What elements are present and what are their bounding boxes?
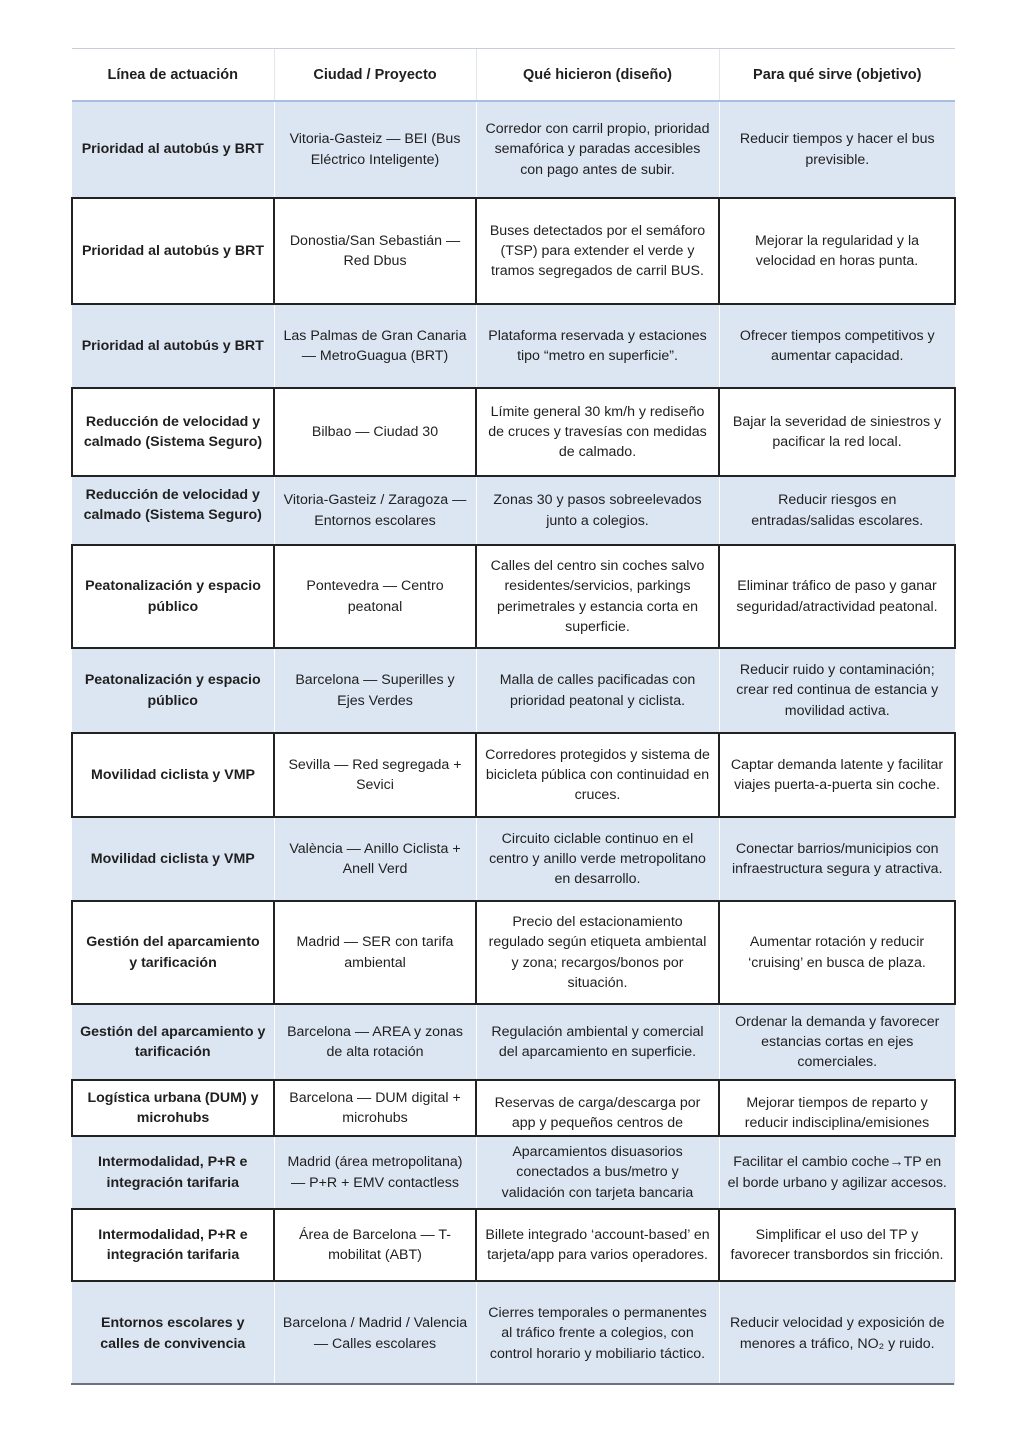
cell-objetivo: Bajar la severidad de siniestros y pacificar la red local. — [719, 388, 955, 476]
cell-ciudad: Vitoria-Gasteiz — BEI (Bus Eléctrico Inteligente) — [274, 101, 476, 198]
table-row — [72, 648, 955, 733]
cell-ciudad: Bilbao — Ciudad 30 — [274, 388, 476, 476]
cell-objetivo: Ordenar la demanda y favorecer estancias cortas en ejes comerciales. — [719, 1004, 955, 1080]
table-row — [72, 1281, 955, 1385]
cell-diseno — [476, 1080, 719, 1136]
cell-ciudad: Área de Barcelona — T-mobilitat (ABT) — [274, 1209, 476, 1281]
cell-ciudad: Pontevedra — Centro peatonal — [274, 545, 476, 648]
cell-diseno: Cierres temporales o permanentes al tráfico frente a colegios, con control horario y mobiliario táctico. — [476, 1281, 719, 1385]
cell-ciudad: Madrid (área metropolitana) — P+R + EMV contactless — [274, 1136, 476, 1209]
cell-objetivo: Reducir tiempos y hacer el bus previsible. — [719, 101, 955, 198]
cell-linea: Prioridad al autobús y BRT — [72, 198, 274, 304]
table-row — [72, 817, 955, 901]
cell-diseno: Corredores protegidos y sistema de bicicleta pública con continuidad en cruces. — [476, 733, 719, 817]
cell-objetivo: Ofrecer tiempos competitivos y aumentar capacidad. — [719, 304, 955, 388]
cell-diseno-text: Reservas de carga/descarga por app y pequeños centros de — [494, 1094, 701, 1131]
cell-diseno: Precio del estacionamiento regulado según etiqueta ambiental y zona; recargos/bonos por situación. — [476, 901, 719, 1004]
table-row — [72, 545, 955, 648]
comparison-table-container — [71, 48, 954, 1385]
cell-linea: Prioridad al autobús y BRT — [72, 101, 274, 198]
cell-ciudad: Barcelona — Superilles y Ejes Verdes — [274, 648, 476, 733]
cell-linea: Gestión del aparcamiento y tarificación — [72, 1004, 274, 1080]
cell-objetivo: Conectar barrios/municipios con infraestructura segura y atractiva. — [719, 817, 955, 901]
cell-ciudad: Barcelona — AREA y zonas de alta rotación — [274, 1004, 476, 1080]
table-header-row — [72, 49, 955, 102]
cell-ciudad: Barcelona / Madrid / Valencia — Calles escolares — [274, 1281, 476, 1385]
table-row — [72, 733, 955, 817]
cell-objetivo: Facilitar el cambio coche→TP en el borde urbano y agilizar accesos. — [719, 1136, 955, 1209]
cell-objetivo: Eliminar tráfico de paso y ganar seguridad/atractividad peatonal. — [719, 545, 955, 648]
cell-ciudad: Madrid — SER con tarifa ambiental — [274, 901, 476, 1004]
table-row — [72, 1136, 955, 1209]
header-objetivo: Para qué sirve (objetivo) — [719, 49, 955, 102]
cell-diseno: Buses detectados por el semáforo (TSP) para extender el verde y tramos segregados de carril BUS. — [476, 198, 719, 304]
cell-objetivo: Simplificar el uso del TP y favorecer transbordos sin fricción. — [719, 1209, 955, 1281]
header-ciudad: Ciudad / Proyecto — [274, 49, 476, 102]
cell-objetivo: Reducir riesgos en entradas/salidas escolares. — [719, 476, 955, 545]
cell-linea: Movilidad ciclista y VMP — [72, 733, 274, 817]
cell-linea: Reducción de velocidad y calmado (Sistema Seguro) — [72, 388, 274, 476]
cell-diseno: Límite general 30 km/h y rediseño de cruces y travesías con medidas de calmado. — [476, 388, 719, 476]
cell-linea: Prioridad al autobús y BRT — [72, 304, 274, 388]
cell-objetivo-text: Mejorar tiempos de reparto y reducir indisciplina/emisiones — [744, 1094, 930, 1131]
cell-linea: Gestión del aparcamiento y tarificación — [72, 901, 274, 1004]
header-diseno: Qué hicieron (diseño) — [476, 49, 719, 102]
cell-ciudad: Vitoria-Gasteiz / Zaragoza — Entornos escolares — [274, 476, 476, 545]
cell-linea: Intermodalidad, P+R e integración tarifaria — [72, 1209, 274, 1281]
cell-objetivo: Mejorar la regularidad y la velocidad en horas punta. — [719, 198, 955, 304]
cell-ciudad: Sevilla — Red segregada + Sevici — [274, 733, 476, 817]
cell-diseno: Plataforma reservada y estaciones tipo “metro en superficie”. — [476, 304, 719, 388]
table-row — [72, 901, 955, 1004]
cell-objetivo: Reducir ruido y contaminación; crear red continua de estancia y movilidad activa. — [719, 648, 955, 733]
table-row — [72, 304, 955, 388]
table-row — [72, 198, 955, 304]
cell-objetivo: Aumentar rotación y reducir ‘cruising’ en busca de plaza. — [719, 901, 955, 1004]
cell-diseno: Aparcamientos disuasorios conectados a bus/metro y validación con tarjeta bancaria — [476, 1136, 719, 1209]
cell-ciudad: Donostia/San Sebastián — Red Dbus — [274, 198, 476, 304]
cell-ciudad: Barcelona — DUM digital + microhubs — [274, 1080, 476, 1136]
table-row — [72, 476, 955, 545]
header-linea: Línea de actuación — [72, 49, 274, 102]
table-bottom-rule — [71, 1383, 954, 1385]
table-row — [72, 1209, 955, 1281]
cell-diseno: Malla de calles pacificadas con prioridad peatonal y ciclista. — [476, 648, 719, 733]
cell-linea-text: Reducción de velocidad y calmado (Sistema Seguro) — [83, 487, 262, 524]
cell-objetivo — [719, 1080, 955, 1136]
cell-linea: Movilidad ciclista y VMP — [72, 817, 274, 901]
cell-objetivo: Captar demanda latente y facilitar viajes puerta-a-puerta sin coche. — [719, 733, 955, 817]
cell-linea: Logística urbana (DUM) y microhubs — [72, 1080, 274, 1136]
cell-ciudad: Las Palmas de Gran Canaria — MetroGuagua (BRT) — [274, 304, 476, 388]
table-row — [72, 1004, 955, 1080]
cell-diseno: Billete integrado ‘account-based’ en tarjeta/app para varios operadores. — [476, 1209, 719, 1281]
table-row — [72, 101, 955, 198]
cell-linea: Intermodalidad, P+R e integración tarifaria — [72, 1136, 274, 1209]
table-row — [72, 1080, 955, 1136]
cell-diseno: Regulación ambiental y comercial del aparcamiento en superficie. — [476, 1004, 719, 1080]
mobility-measures-table — [71, 48, 956, 1385]
cell-diseno: Corredor con carril propio, prioridad semafórica y paradas accesibles con pago antes de subir. — [476, 101, 719, 198]
cell-linea: Peatonalización y espacio público — [72, 648, 274, 733]
cell-objetivo: Reducir velocidad y exposición de menores a tráfico, NO₂ y ruido. — [719, 1281, 955, 1385]
cell-diseno: Circuito ciclable continuo en el centro y anillo verde metropolitano en desarrollo. — [476, 817, 719, 901]
cell-linea: Peatonalización y espacio público — [72, 545, 274, 648]
table-row — [72, 388, 955, 476]
cell-diseno: Calles del centro sin coches salvo residentes/servicios, parkings perimetrales y estancia corta en superficie. — [476, 545, 719, 648]
cell-linea — [72, 476, 274, 545]
cell-linea: Entornos escolares y calles de convivencia — [72, 1281, 274, 1385]
cell-ciudad: València — Anillo Ciclista + Anell Verd — [274, 817, 476, 901]
cell-diseno: Zonas 30 y pasos sobreelevados junto a colegios. — [476, 476, 719, 545]
